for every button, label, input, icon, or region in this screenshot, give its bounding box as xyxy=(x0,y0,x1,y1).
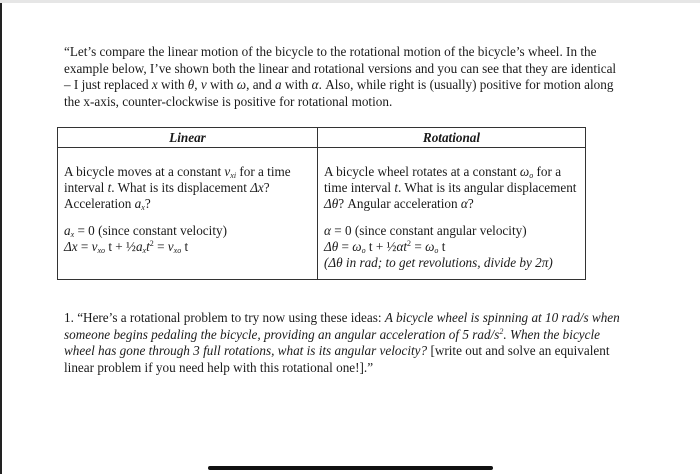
intro-paragraph: “Let’s compare the linear motion of the bicycle to the rotational motion of the bicycle’s wheel. In the example below, I’ve shown both the linear and rotational versions and you can see that they are identical – I just replaced x with θ, v with ω, and a with α. Also, while right is (usually) positive for motion along the x-axis, counter-clockwise is positive for rotational motion. xyxy=(64,44,617,109)
problem-paragraph: 1. “Here’s a rotational problem to try now using these ideas: A bicycle wheel is spinning at 10 rad/s when someone begins pedaling the bicycle, providing an angular acceleration of 5 rad/$s^2$. When the bicycle wheel has gone through 3 full rotations, what is its angular velocity? [write out and solve an equivalent linear problem if you need help with this rotational one!].” xyxy=(64,310,620,375)
rotational-acceleration-line: α = 0 (since constant angular velocity) xyxy=(324,223,527,239)
top-edge-strip xyxy=(0,0,700,3)
rotational-displacement-equation: $\Delta\theta = \omega_o$ $t + \frac{1}{2}\alpha t^2 = \omega_o$ t xyxy=(324,239,446,256)
linear-equations xyxy=(64,223,313,255)
header-rotational: Rotational xyxy=(318,128,586,148)
comparison-table xyxy=(57,127,586,280)
rotational-description: A bicycle wheel rotates at a constant $\omega_o$ for a time interval t. What is its angular displacement Δθ? Angular acceleration α? xyxy=(324,164,577,211)
table-body-row xyxy=(58,148,586,280)
rotational-cell xyxy=(318,148,586,280)
table-header-row xyxy=(58,128,586,148)
rotational-note: (Δθ in rad; to get revolutions, divide by 2π) xyxy=(324,254,553,270)
header-linear: Linear xyxy=(58,128,318,148)
linear-cell xyxy=(58,148,318,280)
left-edge-strip xyxy=(0,0,2,474)
rotational-equations xyxy=(324,223,581,270)
linear-displacement-equation: $\Delta x = v_{xo}$ $t + \frac{1}{2}a_xt^2 = v_{xo}$ t xyxy=(64,239,189,256)
linear-description: A bicycle moves at a constant $v_{xi}$ for a time interval t. What is its displacement Δx? Acceleration $a_x$? xyxy=(64,164,291,212)
linear-acceleration-line: $a_x = 0$ (since constant velocity) xyxy=(64,223,227,240)
home-indicator-bar[interactable] xyxy=(208,466,493,470)
